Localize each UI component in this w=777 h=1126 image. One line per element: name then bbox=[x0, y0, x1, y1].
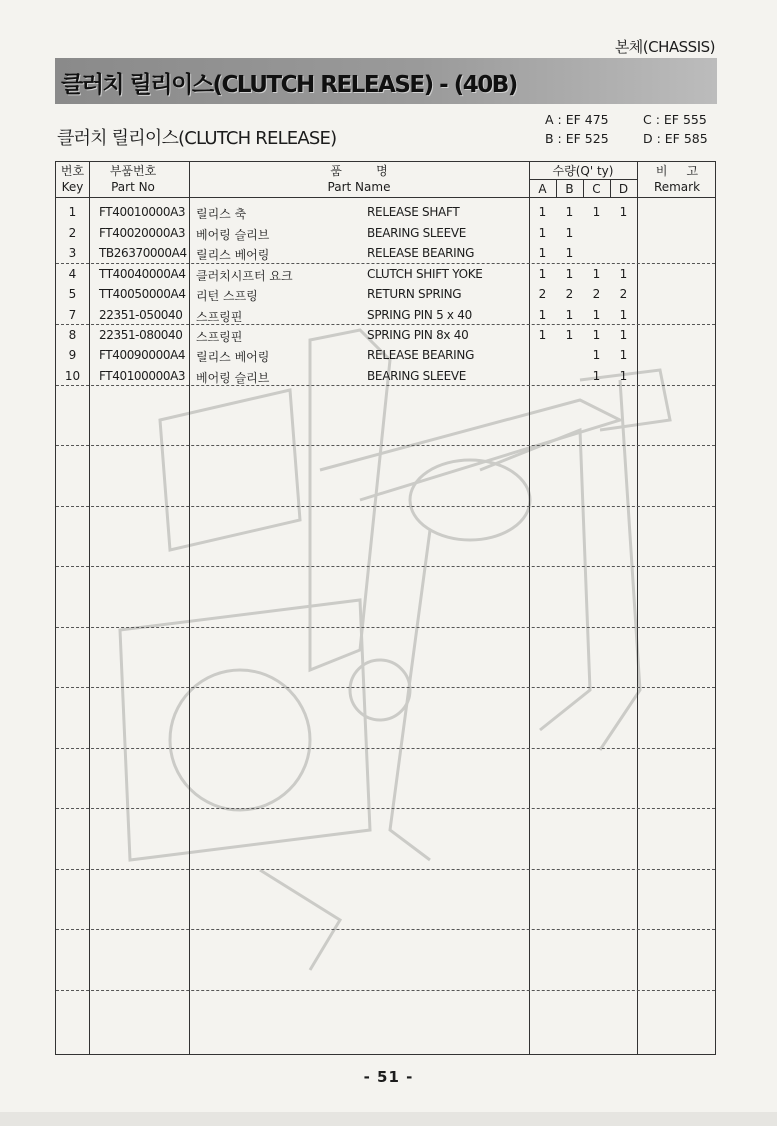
table-row bbox=[56, 264, 715, 285]
row-key: 1 bbox=[68, 205, 77, 219]
row-qty-d: 2 bbox=[619, 287, 628, 301]
row-qty-d: 1 bbox=[619, 205, 628, 219]
row-key: 5 bbox=[68, 287, 77, 301]
row-group-divider bbox=[56, 808, 715, 809]
row-qty-a: 2 bbox=[538, 287, 547, 301]
table-row bbox=[56, 284, 715, 305]
row-qty-d: 1 bbox=[619, 368, 628, 383]
section-subtitle: 클러치 릴리이스(CLUTCH RELEASE) bbox=[57, 128, 337, 149]
row-key: 8 bbox=[68, 327, 77, 342]
header-qty-a: A bbox=[538, 182, 547, 196]
row-name-en: CLUTCH SHIFT YOKE bbox=[367, 266, 483, 281]
row-qty-a: 1 bbox=[538, 246, 547, 260]
row-part-no: 22351-050040 bbox=[99, 307, 183, 322]
row-qty-c: 2 bbox=[592, 287, 601, 301]
header-remark bbox=[637, 163, 717, 195]
row-qty-a: 1 bbox=[538, 225, 547, 240]
row-name-en: BEARING SLEEVE bbox=[367, 368, 467, 383]
row-part-no: FT40010000A3 bbox=[99, 205, 186, 219]
row-name-en: RELEASE BEARING bbox=[367, 246, 475, 260]
row-key: 10 bbox=[64, 368, 81, 383]
row-key: 2 bbox=[68, 225, 77, 240]
row-name-en: SPRING PIN 8x 40 bbox=[367, 327, 469, 342]
row-name-kr: 클러치시프터 요크 bbox=[196, 268, 293, 283]
row-group-divider bbox=[56, 990, 715, 991]
row-name-kr: 릴리스 축 bbox=[196, 207, 247, 221]
row-name-kr: 릴리스 베어링 bbox=[196, 350, 270, 364]
page-number: - 51 - bbox=[363, 1068, 414, 1086]
row-qty-c: 1 bbox=[592, 307, 601, 322]
row-name-en: RELEASE SHAFT bbox=[367, 205, 460, 219]
row-qty-b: 1 bbox=[565, 225, 574, 240]
row-name-kr: 스프링핀 bbox=[196, 309, 243, 324]
header-key bbox=[56, 163, 89, 195]
row-part-no: 22351-080040 bbox=[99, 327, 183, 342]
row-qty-b: 1 bbox=[565, 327, 574, 342]
row-part-no: TT40040000A4 bbox=[99, 266, 186, 281]
row-group-divider bbox=[56, 929, 715, 930]
row-qty-b: 1 bbox=[565, 307, 574, 322]
header-qty-c: C bbox=[592, 182, 601, 196]
row-qty-b: 1 bbox=[565, 205, 574, 219]
row-qty-a: 1 bbox=[538, 266, 547, 281]
row-qty-b: 2 bbox=[565, 287, 574, 301]
table-header bbox=[56, 162, 715, 198]
model-d: D : EF 585 bbox=[643, 131, 708, 146]
header-qty-d: D bbox=[618, 182, 629, 196]
header-remark-kr: 비 고 bbox=[655, 164, 699, 178]
section-label: 본체(CHASSIS) bbox=[614, 38, 715, 56]
row-part-no: TB26370000A4 bbox=[99, 246, 187, 260]
header-part-name bbox=[189, 163, 529, 195]
row-group-divider bbox=[56, 869, 715, 870]
table-row bbox=[56, 366, 715, 387]
row-name-kr: 베어링 슬리브 bbox=[196, 227, 270, 242]
row-qty-d: 1 bbox=[619, 327, 628, 342]
row-key: 3 bbox=[68, 246, 77, 260]
row-name-kr: 릴리스 베어링 bbox=[196, 248, 270, 262]
row-group-divider bbox=[56, 687, 715, 688]
row-part-no: TT40050000A4 bbox=[99, 287, 186, 301]
model-b: B : EF 525 bbox=[545, 131, 609, 146]
row-qty-d: 1 bbox=[619, 307, 628, 322]
row-qty-c: 1 bbox=[592, 205, 601, 219]
row-qty-a: 1 bbox=[538, 307, 547, 322]
row-group-divider bbox=[56, 566, 715, 567]
row-group-divider bbox=[56, 748, 715, 749]
model-legend-right bbox=[643, 110, 708, 148]
header-partno-en: Part No bbox=[111, 180, 155, 194]
header-name-kr: 품 명 bbox=[330, 164, 388, 178]
row-part-no: FT40100000A3 bbox=[99, 368, 186, 383]
row-group-divider bbox=[56, 627, 715, 628]
row-group-divider bbox=[56, 445, 715, 446]
model-c: C : EF 555 bbox=[643, 112, 707, 127]
table-row bbox=[56, 345, 715, 366]
header-remark-en: Remark bbox=[653, 180, 701, 194]
parts-table bbox=[55, 161, 716, 1055]
header-qty-b: B bbox=[565, 182, 574, 196]
page-title: 클러치 릴리이스(CLUTCH RELEASE) - (40B) bbox=[61, 72, 517, 98]
header-partno-kr: 부품번호 bbox=[109, 164, 157, 178]
header-key-kr: 번호 bbox=[60, 164, 85, 178]
row-name-en: BEARING SLEEVE bbox=[367, 225, 467, 240]
row-qty-b: 1 bbox=[565, 246, 574, 260]
row-part-no: FT40090000A4 bbox=[99, 348, 186, 362]
row-name-en: SPRING PIN 5 x 40 bbox=[367, 307, 472, 322]
header-qty: 수량(Q' ty) bbox=[552, 164, 614, 178]
row-qty-d: 1 bbox=[619, 266, 628, 281]
row-qty-c: 1 bbox=[592, 368, 601, 383]
row-key: 9 bbox=[68, 348, 77, 362]
row-name-kr: 스프링핀 bbox=[196, 329, 243, 344]
row-qty-c: 1 bbox=[592, 348, 601, 362]
header-key-en: Key bbox=[61, 180, 84, 194]
row-name-kr: 리턴 스프링 bbox=[196, 289, 258, 303]
row-name-en: RETURN SPRING bbox=[367, 287, 462, 301]
table-row bbox=[56, 223, 715, 244]
model-legend-left bbox=[545, 110, 609, 148]
row-name-en: RELEASE BEARING bbox=[367, 348, 475, 362]
row-qty-c: 1 bbox=[592, 266, 601, 281]
row-group-divider bbox=[56, 506, 715, 507]
title-band bbox=[55, 58, 717, 104]
row-qty-a: 1 bbox=[538, 327, 547, 342]
page-edge bbox=[0, 1112, 777, 1126]
model-a: A : EF 475 bbox=[545, 112, 609, 127]
row-key: 4 bbox=[68, 266, 77, 281]
row-qty-a: 1 bbox=[538, 205, 547, 219]
row-qty-b: 1 bbox=[565, 266, 574, 281]
table-row bbox=[56, 325, 715, 346]
row-qty-d: 1 bbox=[619, 348, 628, 362]
table-row bbox=[56, 305, 715, 326]
table-row bbox=[56, 243, 715, 264]
row-part-no: FT40020000A3 bbox=[99, 225, 186, 240]
table-row bbox=[56, 202, 715, 223]
header-part-no bbox=[89, 163, 177, 195]
row-key: 7 bbox=[68, 307, 77, 322]
row-qty-c: 1 bbox=[592, 327, 601, 342]
header-name-en: Part Name bbox=[327, 180, 391, 194]
row-group-divider bbox=[56, 385, 715, 386]
row-name-kr: 베어링 슬리브 bbox=[196, 370, 270, 385]
